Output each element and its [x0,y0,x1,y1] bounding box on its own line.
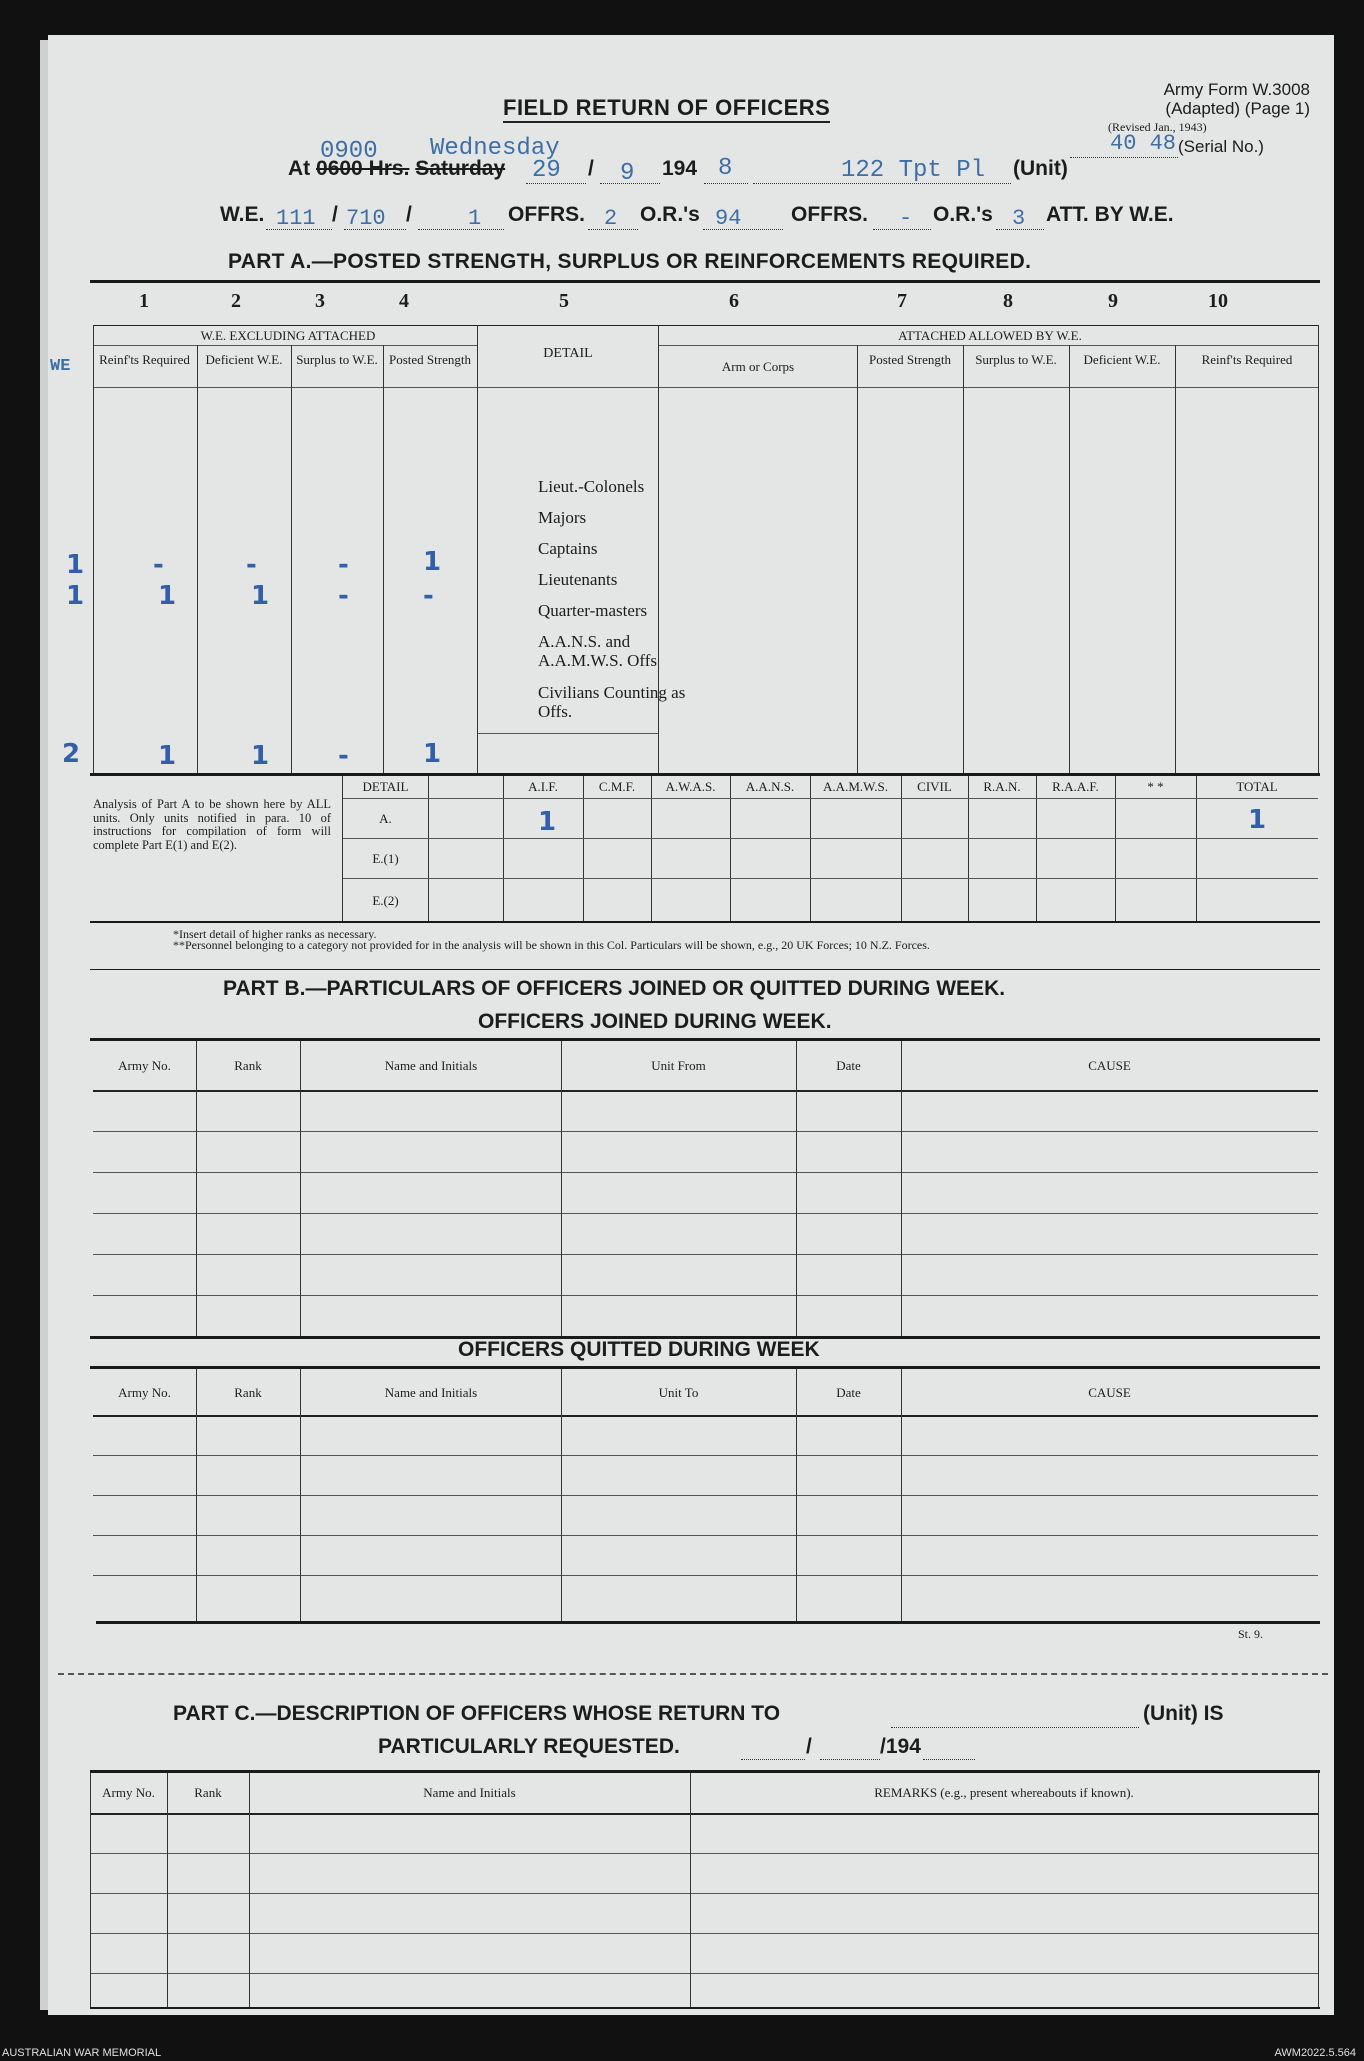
rank-majors: Majors [538,508,587,527]
analysis-head-ran: R.A.N. [983,779,1021,794]
day-printed: Saturday [415,157,506,180]
analysis-head-detail: DETAIL [362,779,409,794]
part-c-row-rule[interactable] [90,1893,1318,1894]
form-adapted-text: (Adapted) (Page 1) [1165,99,1310,118]
att-offrs-field[interactable] [873,203,931,230]
vline [690,1773,691,2008]
part-c-row-rule[interactable] [90,1933,1318,1934]
analysis-row-e2: E.(2) [372,893,399,908]
head-att-reinfts: Reinf'ts Required [1201,352,1293,367]
heads-underline-right [659,387,1319,388]
unit-field[interactable] [753,157,1011,184]
deficient-lieutenants: - [246,550,257,580]
part-c-row-rule[interactable] [90,1853,1318,1854]
quitted-head-date: Date [836,1385,861,1400]
vline [796,1041,797,1336]
ors-label: O.R.'s [640,203,700,226]
vline [901,1041,902,1336]
form-sheet: Army Form W.3008 (Adapted) (Page 1) (Revised Jan., 1943) 40 48 (Serial No.) FIELD RETURN OF OFFICERS 0900 Wednesday At 0600 Hrs. Saturday 29 / 9 194 8 122 Tpt Pl (Unit) W.E. 111 / 710 / 1 OFFRS. 2 O.R.'s 94 OFFRS. - O.R.'s 3 ATT. BY W.E. PART A.—POSTED STRENGTH, SURPLUS OR REINFORCEMENTS REQUIRED. 1 2 3 4 5 6 7 8 9 10 W.E. EXCLUDING ATTACHED ATTACHED ALLOWED BY W.E. WE Reinf'ts Required Deficient W.E. Surplus to W.E. Posted Strength DETAIL Arm or Corps Posted Strength Surplus to W.E. Deficient W.E. Reinf'ts Required Lieut.-Colonels Majors Captains Lieutenants Quarter-masters A.A.N.S. and A.A.M.W.S. Offs Civilians Counting as Offs. 1 - - - 1 1 1 1 - - 2 1 1 - 1 Analysis of Part A to be shown here by ALL units. Only units notified in para. 10 of instructions for compilation of form will complete Part E(1) and E(2). DETAIL A.I.F. C.M.F. A.W.A.S. A.A.N.S. A.A.M.W.S. CIVIL R.A.N. R.A.A.F. * * TOTAL A. E.(1) E.(2) 1 1 *Insert detail of higher ranks as necessary. **Personnel belonging to a category not provided for in the analysis will be shown in this Col. Particulars will be shown, e.g., 20 UK Forces; 10 N.Z. Forces. PART B.—PARTICULARS OF OFFICERS JOINED OR QUITTED DURING WEEK. OFFICERS JOINED DURING WEEK. Army No. Rank Name and Initials Unit From Date CAUSE OFFICERS QUITTED DURING WEEK Army No. Rank Name and Initials Unit To Date CAUSE St. 9. PART C.—DESCRIPTION OF OFFICERS WHOSE RETURN TO (Unit) IS PARTICULARLY REQUESTED. / /194 Army No. Rank Name and Initials REMARKS (e.g., present whereabouts if known). [48,35,1334,2015]
we-total: 2 [62,739,81,769]
unit-value: 122 Tpt Pl [841,157,986,184]
col-num-7: 7 [897,290,907,312]
joined-row-rule[interactable] [93,1131,1318,1132]
part-c-head-remarks: REMARKS (e.g., present whereabouts if known). [874,1785,1134,1800]
serial-no-value: 40 48 [1110,131,1177,156]
rank-aans-aamws: A.A.N.S. and A.A.M.W.S. Offs [538,632,658,670]
archive-credit: AUSTRALIAN WAR MEMORIAL [2,2047,162,2059]
we-value-b: 710 [346,206,386,231]
we-lieutenants: 1 [66,550,85,580]
deficient-qm: 1 [251,581,270,611]
surplus-qm: - [338,581,349,611]
vline [1175,345,1176,773]
vline [1318,1773,1319,2008]
col-num-4: 4 [399,290,409,312]
joined-row-rule[interactable] [93,1254,1318,1255]
vline [1069,345,1070,773]
analysis-head-rule [343,798,1318,799]
analysis-row-rule [343,838,1318,839]
we-field-b[interactable] [344,203,406,230]
analysis-head-cmf: C.M.F. [598,779,636,794]
quitted-head-rank: Rank [234,1385,262,1400]
col-num-3: 3 [315,290,325,312]
date-month-value: 9 [620,160,635,187]
serial-no-label: (Serial No.) [1178,137,1264,156]
head-att-deficient: Deficient W.E. [1083,352,1161,367]
we-value-c: 1 [468,206,482,231]
att-ors-label: O.R.'s [933,203,993,226]
we-field-c[interactable] [418,203,504,230]
analysis-head-aans: A.A.N.S. [745,779,795,794]
part-a-title: PART A.—POSTED STRENGTH, SURPLUS OR REINFORCEMENTS REQUIRED. [228,250,1032,273]
form-revised-text: (Revised Jan., 1943) [1108,120,1207,134]
quitted-head-unit-to: Unit To [658,1385,699,1400]
analysis-head-awas: A.W.A.S. [665,779,716,794]
reinf-lieutenants: - [153,550,164,580]
vline [167,1773,168,2008]
vline [197,345,198,773]
part-a-top-rule [90,280,1320,283]
head-att-surplus: Surplus to W.E. [975,352,1057,367]
quitted-row-rule[interactable] [93,1455,1318,1456]
vline [291,345,292,773]
att-ors-field[interactable] [996,203,1044,230]
col-num-5: 5 [559,290,569,312]
we-margin-stamp: WE [50,357,71,376]
att-offrs-value: - [899,206,913,231]
joined-head-date: Date [836,1058,861,1073]
vline [93,325,94,773]
part-c-title: PART C.—DESCRIPTION OF OFFICERS WHOSE RETURN TO [173,1702,781,1725]
part-c-row-rule[interactable] [90,1973,1318,1974]
surplus-total: - [338,741,349,771]
att-offrs-label: OFFRS. [791,203,868,226]
year-digit-field[interactable] [704,157,748,184]
vline [196,1041,197,1336]
part-c-head-rule [90,1813,1318,1815]
head-deficient-we: Deficient W.E. [205,352,283,367]
analysis-head-raaf: R.A.A.F. [1052,779,1099,794]
footnote-higher-ranks: *Insert detail of higher ranks as necessary. [173,927,377,941]
part-c-year: /194 [880,1735,921,1758]
offrs-label: OFFRS. [508,203,585,226]
part-c-year-field[interactable] [923,1737,975,1760]
vline [963,345,964,773]
vline [477,325,478,773]
rank-quarter-masters: Quarter-masters [538,601,648,620]
analysis-row-e1: E.(1) [372,851,399,866]
date-month-field[interactable] [600,157,660,187]
head-posted-strength: Posted Strength [389,352,471,367]
part-c-head-army-no: Army No. [102,1785,155,1800]
offrs-field[interactable] [588,203,638,230]
quitted-title-rule [90,1366,1320,1369]
day-written: Wednesday [430,135,560,162]
reinf-qm: 1 [158,581,177,611]
analysis-bottom-rule [90,921,1320,923]
heads-underline-mid [478,387,658,388]
form-title: FIELD RETURN OF OFFICERS [503,95,830,123]
part-c-unit-field[interactable] [891,1703,1139,1728]
rank-civilians: Civilians Counting as Offs. [538,683,686,721]
year-digit-value: 8 [718,155,733,182]
quitted-title: OFFICERS QUITTED DURING WEEK [458,1338,820,1361]
part-b-bottom-rule [96,1621,1320,1624]
joined-row-rule[interactable] [93,1172,1318,1173]
col-num-1: 1 [139,290,149,312]
part-b-title: PART B.—PARTICULARS OF OFFICERS JOINED OR QUITTED DURING WEEK. [223,977,1006,1000]
group-right-underline [659,345,1319,346]
surplus-lieutenants: - [338,550,349,580]
att-by-we-label: ATT. BY W.E. [1046,203,1174,226]
analysis-head-aif: A.I.F. [528,779,558,794]
head-reinfts-required: Reinf'ts Required [99,352,190,367]
quitted-row-rule[interactable] [93,1535,1318,1536]
heads-underline-left [93,387,477,388]
we-field-a[interactable] [266,203,332,230]
quitted-head-rule [93,1415,1318,1417]
joined-head-name: Name and Initials [384,1058,478,1073]
vline [90,1773,91,2008]
group-left-underline [93,345,477,346]
reinf-total: 1 [158,741,177,771]
joined-row-rule[interactable] [93,1213,1318,1214]
serial-no-field[interactable] [1070,133,1178,158]
vline [249,1773,250,2008]
quitted-head-name: Name and Initials [384,1385,478,1400]
part-c-day-field[interactable] [741,1737,805,1760]
vline [561,1369,562,1621]
offrs-value: 2 [604,206,618,231]
vline [300,1041,301,1336]
part-c-bottom-rule [90,2007,1320,2009]
head-arm-or-corps: Arm or Corps [721,359,795,374]
footnote-rule [90,969,1320,970]
we-value-a: 111 [276,206,316,231]
head-detail: DETAIL [543,346,593,361]
archive-accession-number: AWM2022.5.564 [1274,2047,1356,2059]
analysis-row-a: A. [379,811,392,826]
part-c-unit-is: (Unit) IS [1143,1702,1224,1725]
group-we-excluding: W.E. EXCLUDING ATTACHED [200,328,376,343]
footnote-personnel: **Personnel belonging to a category not provided for in the analysis will be shown in this Col. Particulars will be shown, e.g., 20 UK Forces; 10 N.Z. Forces. [173,938,930,952]
att-ors-value: 3 [1012,206,1026,231]
col-num-9: 9 [1108,290,1118,312]
part-a-bottom-rule [90,773,1320,776]
form-number-text: Army Form W.3008 [1163,80,1310,99]
col-num-10: 10 [1208,290,1228,312]
at-label: At [288,157,311,180]
date-day-field[interactable] [526,157,586,184]
vline [561,1041,562,1336]
deficient-total: 1 [251,741,270,771]
ors-field[interactable] [703,203,783,230]
analysis-note: Analysis of Part A to be shown here by ALL units. Only units notified in para. 10 of instructions for compilation of form will complete Part E(1) and E(2). [93,797,331,852]
we-qm: 1 [66,581,85,611]
part-c-head-rank: Rank [194,1785,222,1800]
col-num-2: 2 [231,290,241,312]
joined-head-rank: Rank [234,1058,262,1073]
rank-lieutenants: Lieutenants [538,570,618,589]
part-a-group-rule [93,325,1318,326]
posted-lieutenants: 1 [423,547,442,577]
quitted-row-rule[interactable] [93,1495,1318,1496]
joined-row-rule[interactable] [93,1295,1318,1296]
joined-head-cause: CAUSE [1088,1058,1131,1073]
analysis-head-aamws: A.A.M.W.S. [823,779,888,794]
analysis-row-rule [343,878,1318,879]
part-c-head-name: Name and Initials [423,1785,516,1800]
stock-number: St. 9. [1238,1627,1264,1641]
we-label: W.E. [220,203,265,226]
joined-head-rule [93,1090,1318,1092]
time-printed: 0600 Hrs. [316,157,410,180]
quitted-head-cause: CAUSE [1088,1385,1131,1400]
vline [196,1369,197,1621]
vline [857,345,858,773]
joined-title: OFFICERS JOINED DURING WEEK. [478,1010,832,1033]
analysis-total-a-value: 1 [1248,805,1267,835]
vline [383,345,384,773]
part-c-particularly: PARTICULARLY REQUESTED. [378,1735,680,1758]
posted-qm: - [423,581,434,611]
perforation-line [58,1673,1328,1675]
time-line [288,157,505,181]
vline [1318,325,1319,773]
joined-top-rule [90,1038,1320,1041]
rank-lieut-colonels: Lieut.-Colonels [538,477,645,496]
posted-total: 1 [423,739,442,769]
quitted-head-army-no: Army No. [118,1385,171,1400]
analysis-aif-a-value: 1 [538,807,557,837]
vline [796,1369,797,1621]
col-num-8: 8 [1003,290,1013,312]
analysis-head-civil: CIVIL [917,779,952,794]
part-c-month-field[interactable] [820,1737,880,1760]
rank-captains: Captains [538,539,598,558]
vline [901,1369,902,1621]
head-att-posted-strength: Posted Strength [869,352,951,367]
joined-head-unit-from: Unit From [651,1058,706,1073]
unit-label: (Unit) [1013,157,1068,180]
year-prefix: 194 [662,157,698,180]
quitted-row-rule[interactable] [93,1575,1318,1576]
analysis-head-other: * * [1147,779,1164,794]
head-surplus-we: Surplus to W.E. [296,352,378,367]
group-attached-allowed: ATTACHED ALLOWED BY W.E. [898,328,1082,343]
detail-total-rule [478,733,658,734]
analysis-head-total: TOTAL [1236,779,1278,794]
joined-head-army-no: Army No. [118,1058,171,1073]
army-form-number [1090,80,1310,118]
col-num-6: 6 [729,290,739,312]
date-day-value: 29 [532,157,561,184]
ors-value: 94 [715,206,742,231]
vline [300,1369,301,1621]
time-written: 0900 [320,138,378,165]
part-c-top-rule [90,1770,1320,1773]
